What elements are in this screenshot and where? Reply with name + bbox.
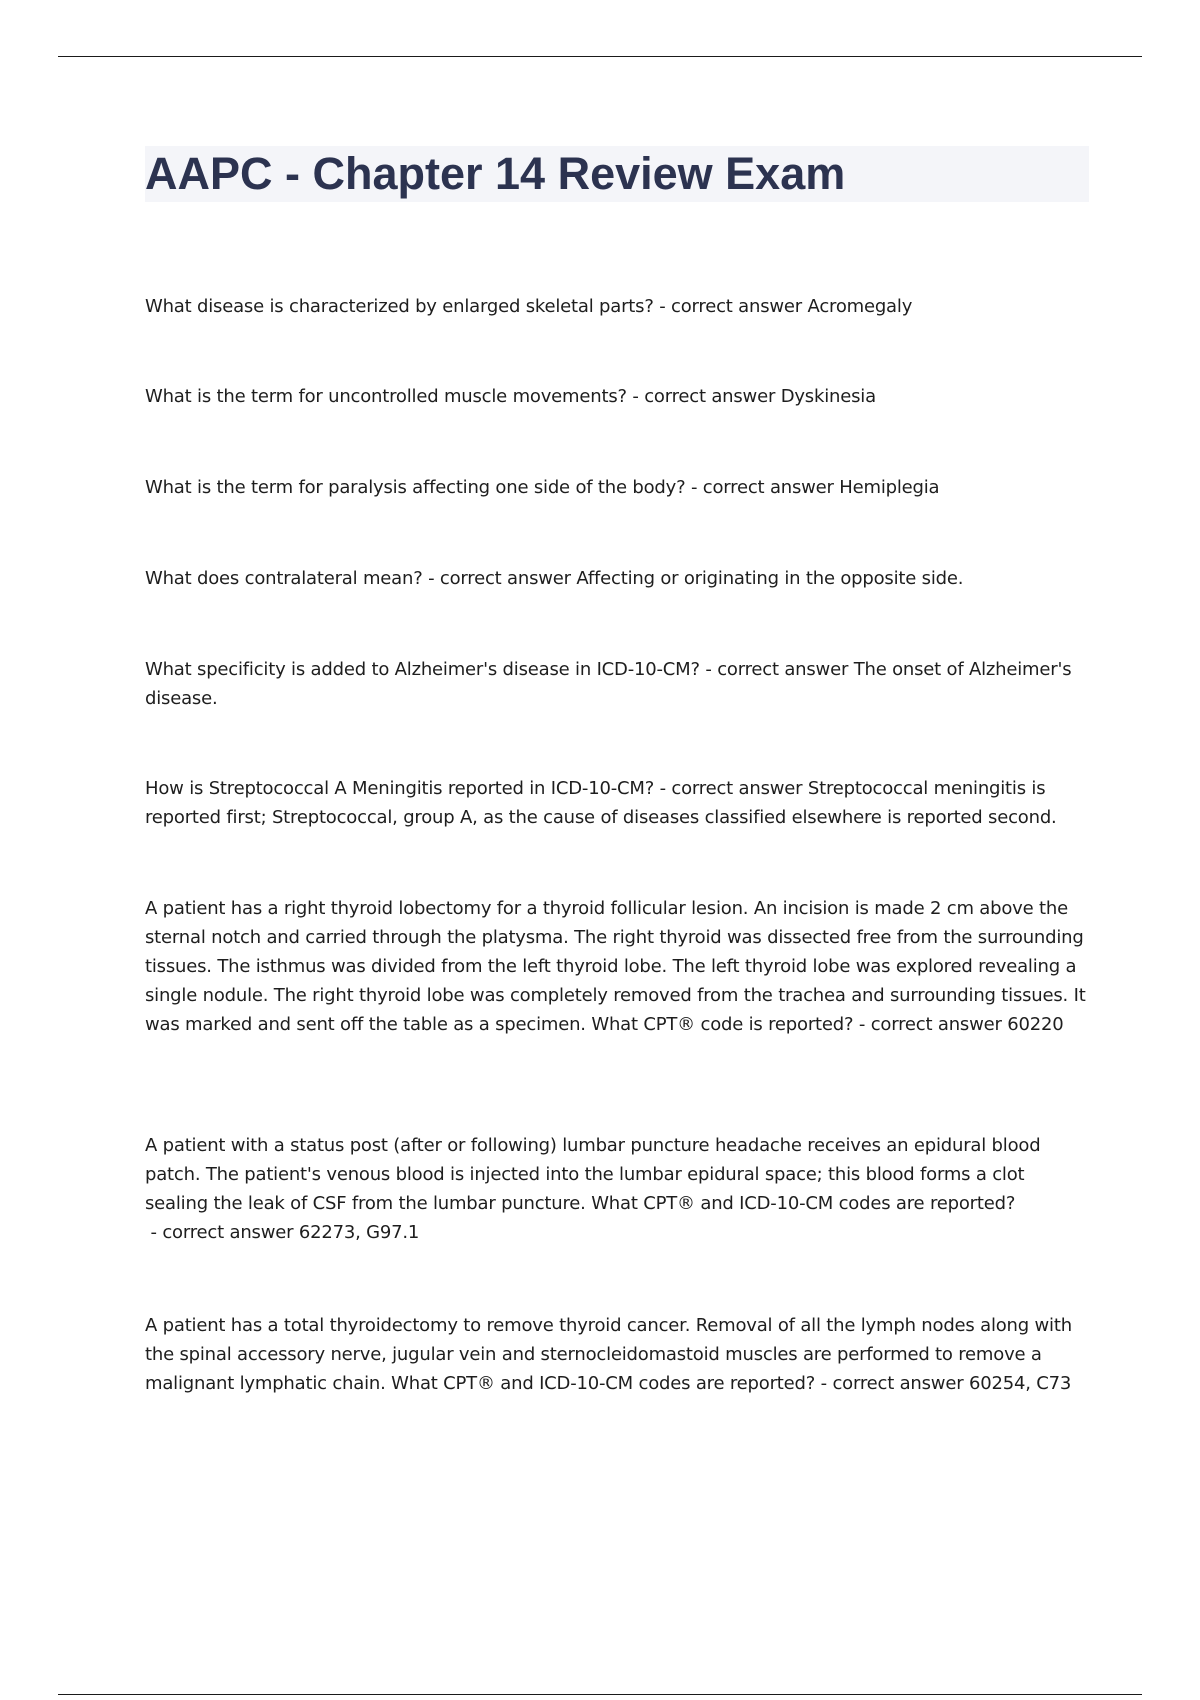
- answer-text: 62273, G97.1: [298, 1222, 420, 1243]
- answer-text: Acromegaly: [807, 296, 913, 317]
- answer-separator: - correct answer: [654, 778, 808, 799]
- answer-text: The onset of Alzheimer's disease.: [145, 659, 1072, 709]
- question-item: [145, 564, 1090, 593]
- question-item: [145, 1311, 1090, 1398]
- answer-separator: - correct answer: [422, 568, 577, 589]
- question-text: A patient has a right thyroid lobectomy for a thyroid follicular lesion. An incision is made 2 cm above the sternal notch and carried through the platysma. The right thyroid was dissected free from the surrounding tissues. The isthmus was divided from the left thyroid lobe. The left thyroid lobe was explored revealing a single nodule. The right thyroid lobe was completely removed from the trachea and surrounding tissues. It was marked and sent off the table as a specimen. What CPT® code is reported?: [145, 898, 1086, 1035]
- answer-text: Streptococcal meningitis is reported first; Streptococcal, group A, as the cause of diseases classified elsewhere is reported second.: [145, 778, 1057, 828]
- question-item: [145, 774, 1090, 832]
- answer-text: Dyskinesia: [780, 386, 876, 407]
- question-text: A patient with a status post (after or following) lumbar puncture headache receives an epidural blood patch. The patient's venous blood is injected into the lumbar epidural space; this blood forms a clot sealing the leak of CSF from the lumbar puncture. What CPT® and ICD-10-CM codes are reported?: [145, 1135, 1041, 1214]
- question-item: [145, 382, 1090, 411]
- question-item: [145, 655, 1090, 713]
- answer-text: Affecting or originating in the opposite side.: [576, 568, 964, 589]
- answer-separator: - correct answer: [145, 1222, 299, 1243]
- question-text: How is Streptococcal A Meningitis reported in ICD-10-CM?: [145, 778, 655, 799]
- bottom-divider: [58, 1694, 1142, 1695]
- question-item: [145, 894, 1090, 1039]
- page-title: AAPC - Chapter 14 Review Exam: [145, 148, 846, 199]
- question-text: What disease is characterized by enlarged skeletal parts?: [145, 296, 654, 317]
- question-text: A patient has a total thyroidectomy to remove thyroid cancer. Removal of all the lymph nodes along with the spinal accessory nerve, jugular vein and sternocleidomastoid muscles are performed to remove a malignant lymphatic chain. What CPT® and ICD-10-CM codes are reported?: [145, 1315, 1072, 1394]
- answer-text: 60220: [1007, 1014, 1064, 1035]
- answer-text: Hemiplegia: [839, 477, 940, 498]
- answer-separator: - correct answer: [685, 477, 840, 498]
- top-divider: [58, 56, 1142, 57]
- answer-separator: - correct answer: [653, 296, 808, 317]
- question-item: [145, 1131, 1090, 1247]
- question-item: [145, 292, 1090, 321]
- answer-separator: - correct answer: [699, 659, 854, 680]
- question-text: What does contralateral mean?: [145, 568, 423, 589]
- question-text: What is the term for paralysis affecting one side of the body?: [145, 477, 686, 498]
- question-text: What is the term for uncontrolled muscle movements?: [145, 386, 627, 407]
- answer-separator: - correct answer: [815, 1373, 969, 1394]
- answer-separator: - correct answer: [853, 1014, 1008, 1035]
- answer-separator: - correct answer: [626, 386, 781, 407]
- question-item: [145, 473, 1090, 502]
- answer-text: 60254, C73: [968, 1373, 1072, 1394]
- question-text: What specificity is added to Alzheimer's disease in ICD-10-CM?: [145, 659, 700, 680]
